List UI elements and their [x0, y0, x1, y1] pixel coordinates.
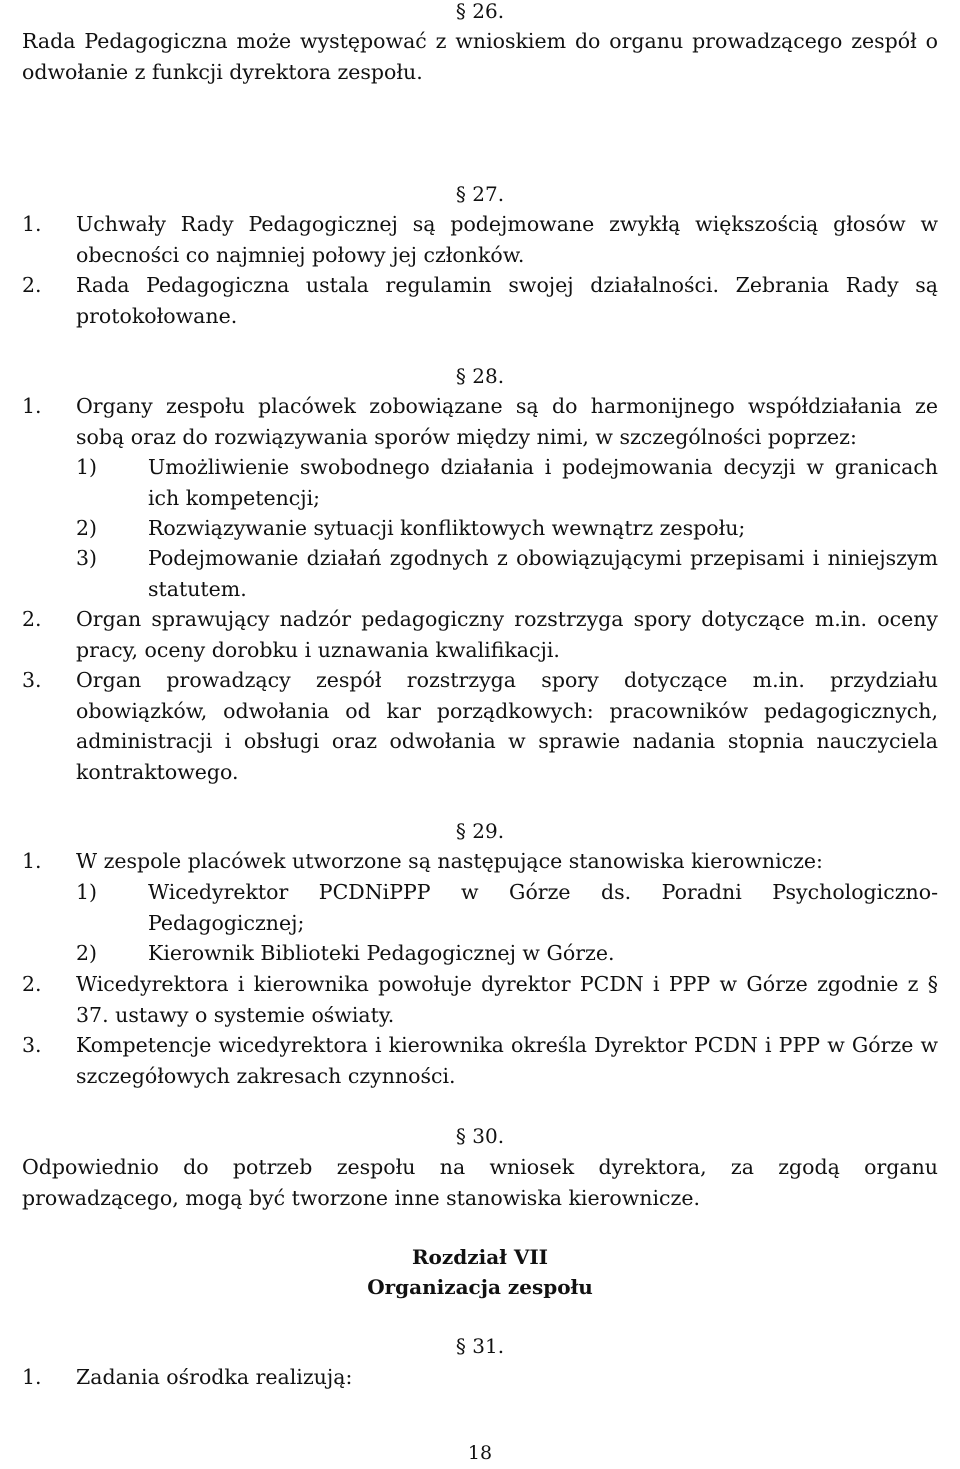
- item-text: W zespole placówek utworzone są następujące stanowiska kierownicze:: [76, 849, 823, 873]
- section-26-text: Rada Pedagogiczna może występować z wnioskiem do organu prowadzącego zespół o odwołanie z funkcji dyrektora zespołu.: [22, 29, 938, 84]
- item-number: 1.: [22, 1365, 42, 1389]
- section-heading-31: § 31.: [455, 1334, 505, 1358]
- item-text: Zadania ośrodka realizują:: [76, 1365, 353, 1389]
- item-number: 1.: [22, 212, 42, 236]
- item-text: Kompetencje wicedyrektora i kierownika określa Dyrektor PCDN i PPP w Górze w szczegółowych zakresach czynności.: [76, 1033, 938, 1088]
- subitem-text: Podejmowanie działań zgodnych z obowiązującymi przepisami i niniejszym statutem.: [148, 546, 938, 601]
- subitem-text: Rozwiązywanie sytuacji konfliktowych wewnątrz zespołu;: [148, 516, 746, 540]
- item-number: 2.: [22, 607, 42, 631]
- section-heading-30: § 30.: [455, 1124, 505, 1148]
- item-number: 1.: [22, 849, 42, 873]
- subitem-number: 2): [76, 516, 98, 540]
- item-number: 3.: [22, 1033, 42, 1057]
- section-heading-27: § 27.: [455, 182, 505, 206]
- subitem-number: 3): [76, 546, 98, 570]
- section-heading-26: § 26.: [455, 0, 505, 23]
- chapter-number: Rozdział VII: [411, 1245, 549, 1269]
- chapter-title: Organizacja zespołu: [367, 1275, 593, 1299]
- item-number: 3.: [22, 668, 42, 692]
- subitem-number: 1): [76, 455, 98, 479]
- subitem-text: Umożliwienie swobodnego działania i podejmowania decyzji w granicach ich kompetencji;: [148, 455, 938, 510]
- item-text: Wicedyrektora i kierownika powołuje dyrektor PCDN i PPP w Górze zgodnie z § 37. ustawy o systemie oświaty.: [76, 972, 938, 1027]
- item-number: 2.: [22, 273, 42, 297]
- subitem-text: Kierownik Biblioteki Pedagogicznej w Górze.: [148, 941, 615, 965]
- subitem-text: Wicedyrektor PCDNiPPP w Górze ds. Poradni Psychologiczno-Pedagogicznej;: [148, 880, 938, 935]
- item-text: Rada Pedagogiczna ustala regulamin swojej działalności. Zebrania Rady są protokołowane.: [76, 273, 938, 328]
- item-number: 1.: [22, 394, 42, 418]
- section-heading-29: § 29.: [455, 819, 505, 843]
- item-text: Organ prowadzący zespół rozstrzyga spory dotyczące m.in. przydziału obowiązków, odwołania od kar porządkowych: pracowników pedagogicznych, administracji i obsługi oraz odwołania w sprawie nadania stopnia nauczyciela kontraktowego.: [76, 668, 938, 784]
- section-30-text: Odpowiednio do potrzeb zespołu na wniosek dyrektora, za zgodą organu prowadzącego, mogą być tworzone inne stanowiska kierownicze.: [22, 1155, 938, 1210]
- item-number: 2.: [22, 972, 42, 996]
- item-text: Uchwały Rady Pedagogicznej są podejmowane zwykłą większością głosów w obecności co najmniej połowy jej członków.: [76, 212, 938, 267]
- subitem-number: 2): [76, 941, 98, 965]
- page-number: 18: [467, 1442, 493, 1464]
- section-heading-28: § 28.: [455, 364, 505, 388]
- subitem-number: 1): [76, 880, 98, 904]
- item-text: Organ sprawujący nadzór pedagogiczny rozstrzyga spory dotyczące m.in. oceny pracy, oceny dorobku i uznawania kwalifikacji.: [76, 607, 938, 662]
- item-text: Organy zespołu placówek zobowiązane są do harmonijnego współdziałania ze sobą oraz do rozwiązywania sporów między nimi, w szczególności poprzez:: [76, 394, 938, 449]
